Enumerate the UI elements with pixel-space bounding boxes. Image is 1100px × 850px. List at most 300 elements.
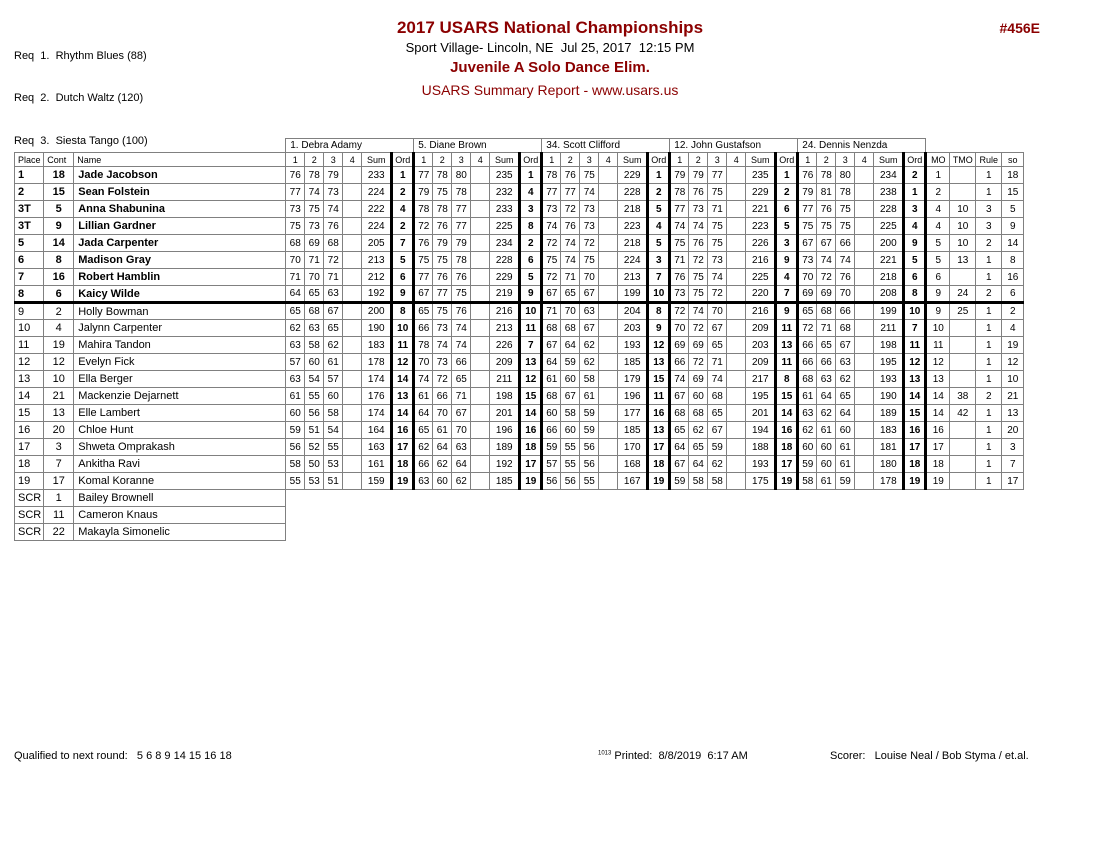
ordinal-cell: 9: [904, 235, 926, 252]
score-cell: 75: [433, 303, 452, 320]
sum-cell: 180: [874, 456, 904, 473]
sum-cell: 200: [874, 235, 904, 252]
score-cell: 77: [798, 201, 817, 218]
score-cell: 74: [414, 371, 433, 388]
skater-name-cell: Madison Gray: [74, 252, 286, 269]
sum-cell: 170: [618, 439, 648, 456]
contestant-number-cell: 16: [44, 269, 74, 286]
score-cell: 67: [324, 303, 343, 320]
ordinal-cell: 14: [776, 405, 798, 422]
score-cell: 70: [836, 286, 855, 303]
so-cell: 7: [1002, 456, 1024, 473]
so-cell: 10: [1002, 371, 1024, 388]
score-cell: 74: [452, 337, 471, 354]
ordinal-cell: 8: [648, 303, 670, 320]
score-cell: 64: [452, 456, 471, 473]
mo-cell: 16: [926, 422, 950, 439]
score-cell: [727, 371, 746, 388]
sum-cell: 192: [362, 286, 392, 303]
ordinal-cell: 7: [520, 337, 542, 354]
ordinal-cell: 15: [904, 405, 926, 422]
score-cell: 76: [433, 218, 452, 235]
ordinal-cell: 16: [648, 405, 670, 422]
place-cell: SCR: [15, 524, 44, 541]
score-cell: 74: [561, 235, 580, 252]
sum-cell: 179: [618, 371, 648, 388]
score-cell: 65: [670, 422, 689, 439]
tmo-cell: 38: [950, 388, 976, 405]
score-cell: 71: [561, 269, 580, 286]
ordinal-cell: 2: [904, 167, 926, 184]
ordinal-cell: 11: [776, 320, 798, 337]
score-cell: 75: [452, 286, 471, 303]
sum-cell: 226: [746, 235, 776, 252]
score-cell: 74: [452, 320, 471, 337]
judge-name: 1. Debra Adamy: [286, 139, 414, 153]
score-cell: 72: [542, 235, 561, 252]
score-cell: 61: [836, 439, 855, 456]
column-header: Cont: [44, 153, 74, 167]
score-cell: 65: [286, 303, 305, 320]
contestant-number-cell: 1: [44, 490, 74, 507]
sum-cell: 188: [746, 439, 776, 456]
score-cell: 62: [452, 473, 471, 490]
skater-name-cell: Jalynn Carpenter: [74, 320, 286, 337]
ordinal-cell: 18: [776, 439, 798, 456]
skater-name-cell: Robert Hamblin: [74, 269, 286, 286]
score-cell: [727, 354, 746, 371]
score-cell: [727, 235, 746, 252]
ordinal-cell: 5: [904, 252, 926, 269]
ordinal-cell: 10: [520, 303, 542, 320]
score-cell: 71: [817, 320, 836, 337]
ordinal-cell: 19: [648, 473, 670, 490]
score-cell: 63: [286, 337, 305, 354]
score-cell: [343, 320, 362, 337]
sum-cell: 212: [362, 269, 392, 286]
mo-cell: 14: [926, 405, 950, 422]
score-cell: 66: [670, 354, 689, 371]
ordinal-cell: 9: [776, 303, 798, 320]
tmo-cell: 10: [950, 218, 976, 235]
ordinal-cell: 2: [648, 184, 670, 201]
score-cell: 76: [670, 269, 689, 286]
so-cell: 8: [1002, 252, 1024, 269]
ordinal-cell: 12: [520, 371, 542, 388]
sum-cell: 178: [362, 354, 392, 371]
score-cell: 79: [689, 167, 708, 184]
score-cell: 73: [542, 201, 561, 218]
sum-cell: 159: [362, 473, 392, 490]
score-cell: 74: [708, 269, 727, 286]
ordinal-cell: 15: [648, 371, 670, 388]
score-cell: [471, 167, 490, 184]
score-cell: 65: [561, 286, 580, 303]
score-cell: 74: [708, 371, 727, 388]
score-cell: 62: [580, 354, 599, 371]
score-cell: 73: [689, 201, 708, 218]
score-cell: 63: [305, 320, 324, 337]
score-cell: 73: [286, 201, 305, 218]
ordinal-cell: 4: [904, 218, 926, 235]
scorer-line: Scorer: Louise Neal / Bob Styma / et.al.: [830, 750, 1029, 762]
sum-cell: 234: [490, 235, 520, 252]
ordinal-cell: 14: [520, 405, 542, 422]
skater-name-cell: Chloe Hunt: [74, 422, 286, 439]
ordinal-cell: 19: [520, 473, 542, 490]
ordinal-cell: 2: [776, 184, 798, 201]
mo-cell: 10: [926, 320, 950, 337]
contestant-number-cell: 22: [44, 524, 74, 541]
score-cell: [599, 252, 618, 269]
ordinal-cell: 11: [648, 388, 670, 405]
score-cell: 80: [452, 167, 471, 184]
score-cell: 68: [542, 320, 561, 337]
score-cell: 59: [580, 422, 599, 439]
mo-cell: 9: [926, 286, 950, 303]
mo-cell: 19: [926, 473, 950, 490]
sum-cell: 229: [490, 269, 520, 286]
score-cell: 76: [561, 167, 580, 184]
skater-name-cell: Ankitha Ravi: [74, 456, 286, 473]
score-cell: 65: [452, 371, 471, 388]
sum-cell: 221: [874, 252, 904, 269]
score-cell: 62: [433, 456, 452, 473]
score-cell: 78: [452, 184, 471, 201]
sum-cell: 196: [490, 422, 520, 439]
sum-cell: 201: [746, 405, 776, 422]
rule-cell: 1: [976, 303, 1002, 320]
judge-name: 12. John Gustafson: [670, 139, 798, 153]
empty-scores-area: [286, 524, 1024, 541]
score-cell: [599, 456, 618, 473]
score-cell: 73: [580, 201, 599, 218]
score-cell: 62: [817, 405, 836, 422]
score-cell: [855, 303, 874, 320]
score-cell: [599, 218, 618, 235]
score-cell: [471, 422, 490, 439]
score-cell: 72: [580, 235, 599, 252]
ordinal-cell: 1: [776, 167, 798, 184]
column-header: 4: [343, 153, 362, 167]
tmo-cell: 10: [950, 201, 976, 218]
score-cell: 70: [708, 303, 727, 320]
score-cell: [471, 269, 490, 286]
requirement-line: Req 2. Dutch Waltz (120): [14, 92, 144, 105]
results-head: [15, 139, 1024, 167]
tmo-cell: [950, 439, 976, 456]
ordinal-cell: 15: [520, 388, 542, 405]
result-row: [15, 473, 1024, 490]
result-row: [15, 371, 1024, 388]
score-cell: [343, 422, 362, 439]
mo-cell: 12: [926, 354, 950, 371]
score-cell: 70: [414, 354, 433, 371]
column-header: 2: [689, 153, 708, 167]
column-header: 4: [599, 153, 618, 167]
sum-cell: 228: [490, 252, 520, 269]
column-header: 3: [324, 153, 343, 167]
score-cell: [599, 439, 618, 456]
sum-cell: 225: [490, 218, 520, 235]
ordinal-cell: 12: [392, 354, 414, 371]
column-header: 4: [727, 153, 746, 167]
score-cell: [343, 473, 362, 490]
score-cell: 58: [324, 405, 343, 422]
score-cell: [599, 422, 618, 439]
place-cell: 2: [15, 184, 44, 201]
skater-name-cell: Elle Lambert: [74, 405, 286, 422]
rule-cell: 3: [976, 201, 1002, 218]
score-cell: [855, 422, 874, 439]
sum-cell: 164: [362, 422, 392, 439]
ordinal-cell: 4: [648, 218, 670, 235]
sum-cell: 176: [362, 388, 392, 405]
score-cell: 72: [433, 371, 452, 388]
sum-cell: 192: [490, 456, 520, 473]
score-cell: [855, 456, 874, 473]
score-cell: 69: [689, 371, 708, 388]
results-table: [14, 138, 1024, 541]
ordinal-cell: 18: [392, 456, 414, 473]
score-cell: 76: [798, 167, 817, 184]
score-cell: 59: [286, 422, 305, 439]
result-row: [15, 167, 1024, 184]
score-cell: [471, 218, 490, 235]
score-cell: [343, 252, 362, 269]
column-header: 4: [471, 153, 490, 167]
ordinal-cell: 1: [520, 167, 542, 184]
place-cell: 1: [15, 167, 44, 184]
column-header: 2: [817, 153, 836, 167]
score-cell: [727, 201, 746, 218]
column-header: Rule: [976, 153, 1002, 167]
score-cell: [855, 235, 874, 252]
score-cell: 61: [542, 371, 561, 388]
score-cell: 72: [817, 269, 836, 286]
score-cell: 51: [305, 422, 324, 439]
sum-cell: 233: [490, 201, 520, 218]
score-cell: [471, 235, 490, 252]
place-cell: 8: [15, 286, 44, 303]
score-cell: [343, 371, 362, 388]
score-cell: [343, 405, 362, 422]
score-cell: 64: [836, 405, 855, 422]
score-cell: 69: [670, 337, 689, 354]
score-cell: 68: [561, 320, 580, 337]
ordinal-cell: 5: [648, 235, 670, 252]
score-cell: 78: [305, 167, 324, 184]
score-cell: [471, 405, 490, 422]
mo-cell: 2: [926, 184, 950, 201]
rule-cell: 1: [976, 184, 1002, 201]
score-cell: [727, 167, 746, 184]
score-cell: 66: [836, 303, 855, 320]
score-cell: 72: [670, 303, 689, 320]
ordinal-cell: 15: [776, 388, 798, 405]
score-cell: [727, 405, 746, 422]
score-cell: [855, 286, 874, 303]
sum-cell: 238: [874, 184, 904, 201]
sum-cell: 222: [362, 201, 392, 218]
score-cell: [727, 184, 746, 201]
ordinal-cell: 10: [392, 320, 414, 337]
sum-cell: 190: [362, 320, 392, 337]
score-cell: 58: [561, 405, 580, 422]
score-cell: 67: [542, 286, 561, 303]
score-cell: [599, 473, 618, 490]
score-cell: 72: [689, 354, 708, 371]
score-cell: [343, 354, 362, 371]
ordinal-cell: 7: [648, 269, 670, 286]
score-cell: [599, 184, 618, 201]
ordinal-cell: 3: [904, 201, 926, 218]
so-cell: 6: [1002, 286, 1024, 303]
contestant-number-cell: 20: [44, 422, 74, 439]
score-cell: [599, 269, 618, 286]
score-cell: [343, 303, 362, 320]
printed-line: [598, 750, 748, 762]
scratched-row: [15, 490, 1024, 507]
score-cell: [471, 439, 490, 456]
score-cell: 66: [836, 235, 855, 252]
score-cell: [599, 201, 618, 218]
sum-cell: 177: [618, 405, 648, 422]
score-cell: 67: [414, 286, 433, 303]
score-cell: 51: [324, 473, 343, 490]
score-cell: [471, 252, 490, 269]
score-cell: 67: [708, 422, 727, 439]
score-cell: 56: [286, 439, 305, 456]
column-header: 1: [542, 153, 561, 167]
score-cell: 76: [452, 303, 471, 320]
scratched-row: [15, 507, 1024, 524]
sum-cell: 211: [874, 320, 904, 337]
so-cell: 9: [1002, 218, 1024, 235]
score-cell: [599, 405, 618, 422]
sum-cell: 218: [874, 269, 904, 286]
so-cell: 14: [1002, 235, 1024, 252]
rule-cell: 1: [976, 371, 1002, 388]
score-cell: [471, 473, 490, 490]
score-cell: [727, 473, 746, 490]
sum-cell: 193: [618, 337, 648, 354]
score-cell: 77: [670, 201, 689, 218]
score-cell: [855, 184, 874, 201]
result-row: [15, 201, 1024, 218]
sum-cell: 168: [618, 456, 648, 473]
sum-cell: 199: [618, 286, 648, 303]
rule-cell: 1: [976, 405, 1002, 422]
sum-cell: 209: [490, 354, 520, 371]
score-cell: 70: [670, 320, 689, 337]
score-cell: 63: [836, 354, 855, 371]
sum-cell: 223: [746, 218, 776, 235]
score-cell: 63: [324, 286, 343, 303]
report-header: [0, 18, 1100, 98]
sum-cell: 178: [874, 473, 904, 490]
tmo-cell: [950, 269, 976, 286]
score-cell: [855, 388, 874, 405]
score-cell: 66: [452, 354, 471, 371]
printed-mark: 1013: [598, 750, 612, 757]
ordinal-cell: 3: [648, 252, 670, 269]
rule-cell: 1: [976, 456, 1002, 473]
ordinal-cell: 5: [520, 269, 542, 286]
score-cell: [727, 456, 746, 473]
sum-cell: 205: [362, 235, 392, 252]
score-cell: 73: [708, 252, 727, 269]
ordinal-cell: 18: [904, 456, 926, 473]
score-cell: 64: [414, 405, 433, 422]
contestant-number-cell: 11: [44, 507, 74, 524]
score-cell: 76: [452, 269, 471, 286]
score-cell: [343, 184, 362, 201]
score-cell: 68: [670, 405, 689, 422]
skater-name-cell: Jade Jacobson: [74, 167, 286, 184]
sum-cell: 216: [746, 252, 776, 269]
score-cell: [599, 303, 618, 320]
score-cell: [855, 337, 874, 354]
score-cell: 74: [689, 303, 708, 320]
score-cell: 78: [433, 201, 452, 218]
score-cell: 59: [580, 405, 599, 422]
score-cell: 55: [324, 439, 343, 456]
column-header: Ord: [776, 153, 798, 167]
score-cell: [599, 167, 618, 184]
sum-cell: 211: [490, 371, 520, 388]
score-cell: 59: [561, 354, 580, 371]
score-cell: 79: [324, 167, 343, 184]
sum-cell: 226: [490, 337, 520, 354]
place-cell: 18: [15, 456, 44, 473]
score-cell: [855, 354, 874, 371]
score-cell: 60: [433, 473, 452, 490]
skater-name-cell: Mackenzie Dejarnett: [74, 388, 286, 405]
venue-date-line: Sport Village- Lincoln, NE Jul 25, 2017 12:15 PM: [405, 40, 695, 55]
rule-cell: 1: [976, 337, 1002, 354]
score-cell: 65: [414, 303, 433, 320]
score-cell: 78: [433, 167, 452, 184]
rule-cell: 1: [976, 269, 1002, 286]
score-cell: 52: [305, 439, 324, 456]
rule-cell: 2: [976, 235, 1002, 252]
sum-cell: 216: [490, 303, 520, 320]
tmo-cell: [950, 184, 976, 201]
sum-cell: 224: [618, 252, 648, 269]
sum-cell: 223: [618, 218, 648, 235]
score-cell: [855, 201, 874, 218]
skater-name-cell: Anna Shabunina: [74, 201, 286, 218]
score-cell: 73: [670, 286, 689, 303]
ordinal-cell: 11: [904, 337, 926, 354]
score-cell: 67: [670, 388, 689, 405]
ordinal-cell: 1: [904, 184, 926, 201]
score-cell: 69: [817, 286, 836, 303]
score-cell: 55: [286, 473, 305, 490]
sum-cell: 213: [362, 252, 392, 269]
column-header: Name: [74, 153, 286, 167]
ordinal-cell: 9: [648, 320, 670, 337]
ordinal-cell: 10: [648, 286, 670, 303]
score-cell: 58: [798, 473, 817, 490]
place-cell: 3T: [15, 201, 44, 218]
score-cell: 70: [286, 252, 305, 269]
sum-cell: 195: [746, 388, 776, 405]
score-cell: 65: [708, 337, 727, 354]
score-cell: 59: [836, 473, 855, 490]
score-cell: 70: [561, 303, 580, 320]
